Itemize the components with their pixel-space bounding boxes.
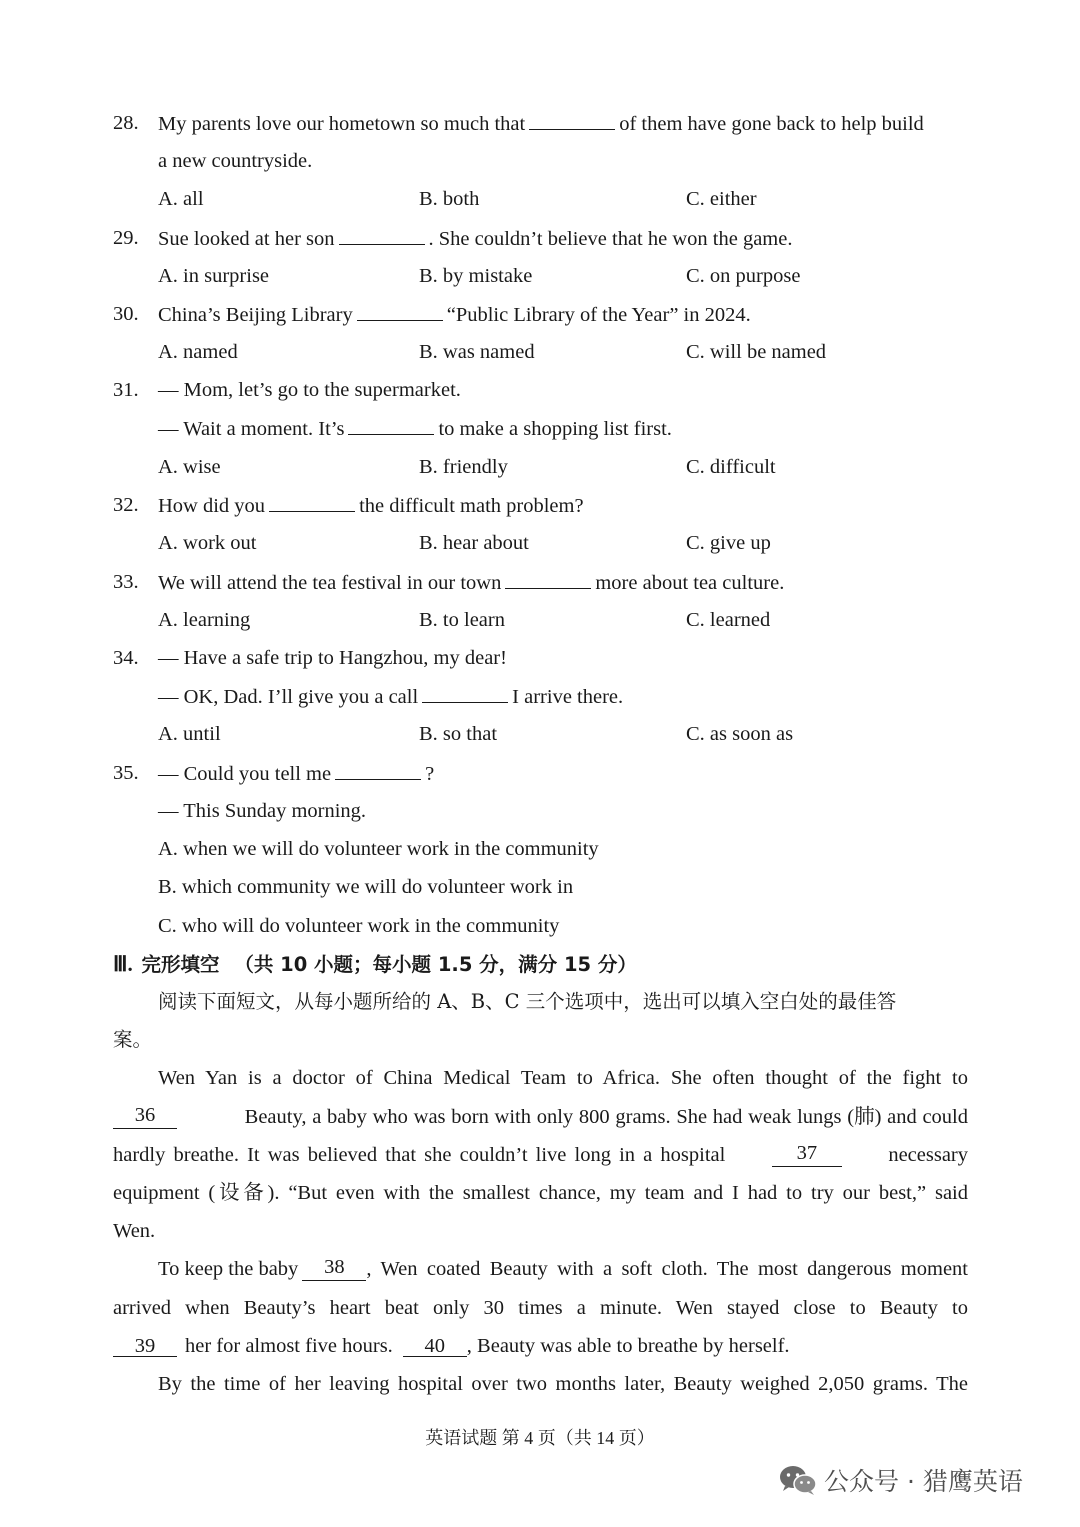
question-text-part: I arrive there. bbox=[512, 686, 624, 708]
cloze-blank-36: 36 bbox=[113, 1105, 177, 1129]
option-c: C. difficult bbox=[686, 456, 776, 478]
question-text bbox=[158, 570, 784, 595]
passage-line: Wen Yan is a doctor of China Medical Team to Africa. She often thought of the fight to bbox=[158, 1067, 968, 1089]
passage-line: arrived when Beauty’s heart beat only 30 times a minute. Wen stayed close to Beauty to bbox=[113, 1297, 968, 1319]
question-number: 33. bbox=[113, 571, 139, 593]
question-text bbox=[158, 416, 672, 441]
option-b: B. so that bbox=[419, 723, 498, 745]
question-text-part: more about tea culture. bbox=[595, 572, 785, 594]
question-number: 34. bbox=[113, 647, 139, 669]
question-text-part: “Public Library of the Year” in 2024. bbox=[446, 304, 751, 326]
passage-text-part: necessary bbox=[888, 1144, 968, 1166]
answer-blank bbox=[339, 226, 425, 245]
option-a: A. wise bbox=[158, 456, 221, 478]
watermark-text: 公众号 · 猎鹰英语 bbox=[824, 1467, 1023, 1496]
passage-line bbox=[158, 1257, 968, 1281]
passage-line: equipment (设备). “But even with the smallest chance, my team and I had to try our best,” said bbox=[113, 1182, 968, 1204]
passage-line: By the time of her leaving hospital over two months later, Beauty weighed 2,050 grams. The bbox=[158, 1373, 968, 1395]
question-text bbox=[158, 302, 751, 327]
question-text-part: Sue looked at her son bbox=[158, 228, 335, 250]
section-heading bbox=[113, 952, 637, 977]
question-text-part: the difficult math problem? bbox=[359, 495, 584, 517]
question-text bbox=[158, 684, 623, 709]
option-c: C. learned bbox=[686, 609, 771, 631]
question-text-part: — Wait a moment. It’s bbox=[158, 418, 345, 440]
option-c: C. give up bbox=[686, 532, 771, 554]
question-text-part: to make a shopping list first. bbox=[438, 418, 672, 440]
answer-blank bbox=[269, 493, 355, 512]
question-number: 32. bbox=[113, 494, 139, 516]
passage-line bbox=[113, 1105, 968, 1129]
option-b: B. was named bbox=[419, 341, 535, 363]
question-text-part: . She couldn’t believe that he won the game. bbox=[428, 228, 793, 250]
option-b: B. friendly bbox=[419, 456, 508, 478]
question-number: 31. bbox=[113, 379, 139, 401]
option-a: A. work out bbox=[158, 532, 257, 554]
option-b: B. which community we will do volunteer work in bbox=[158, 876, 574, 898]
section-numeral: Ⅲ. bbox=[113, 952, 133, 976]
option-c: C. as soon as bbox=[686, 723, 794, 745]
option-c: C. will be named bbox=[686, 341, 827, 363]
wechat-icon bbox=[778, 1464, 818, 1496]
option-c: C. either bbox=[686, 188, 757, 210]
question-text: — This Sunday morning. bbox=[158, 800, 367, 822]
question-text-part: ? bbox=[425, 763, 435, 785]
option-c: C. who will do volunteer work in the community bbox=[158, 915, 560, 937]
option-a: A. when we will do volunteer work in the community bbox=[158, 838, 599, 860]
question-text-part: China’s Beijing Library bbox=[158, 304, 353, 326]
cloze-blank-37: 37 bbox=[772, 1143, 842, 1167]
option-a: A. until bbox=[158, 723, 221, 745]
section-instruction: 阅读下面短文，从每小题所给的 A、B、C 三个选项中，选出可以填入空白处的最佳答 bbox=[158, 990, 897, 1013]
passage-line bbox=[113, 1334, 790, 1358]
option-b: B. hear about bbox=[419, 532, 529, 554]
question-text bbox=[158, 226, 792, 251]
option-a: A. learning bbox=[158, 609, 251, 631]
option-a: A. in surprise bbox=[158, 265, 270, 287]
question-number: 28. bbox=[113, 112, 139, 134]
question-text-part: My parents love our hometown so much that bbox=[158, 113, 526, 135]
section-instruction: 案。 bbox=[113, 1028, 153, 1051]
answer-blank bbox=[335, 761, 421, 780]
cloze-blank-38: 38 bbox=[302, 1257, 366, 1281]
question-number: 30. bbox=[113, 303, 139, 325]
answer-blank bbox=[505, 570, 591, 589]
option-a: A. named bbox=[158, 341, 238, 363]
passage-text-part: her for almost five hours. bbox=[185, 1335, 393, 1357]
answer-blank bbox=[357, 302, 443, 321]
option-c: C. on purpose bbox=[686, 265, 801, 287]
question-number: 29. bbox=[113, 227, 139, 249]
cloze-blank-39: 39 bbox=[113, 1336, 177, 1357]
question-text: a new countryside. bbox=[158, 150, 313, 172]
question-text-part: — OK, Dad. I’ll give you a call bbox=[158, 686, 419, 708]
question-text-part: of them have gone back to help build bbox=[619, 113, 924, 135]
question-text: — Have a safe trip to Hangzhou, my dear! bbox=[158, 647, 507, 669]
passage-text-part: To keep the baby bbox=[158, 1258, 299, 1280]
option-b: B. by mistake bbox=[419, 265, 533, 287]
watermark bbox=[778, 1463, 1023, 1497]
question-text: — Mom, let’s go to the supermarket. bbox=[158, 379, 461, 401]
option-b: B. both bbox=[419, 188, 480, 210]
question-number: 35. bbox=[113, 762, 139, 784]
passage-text-part: , Wen coated Beauty with a soft cloth. The most dangerous moment bbox=[366, 1258, 968, 1280]
question-text-part: We will attend the tea festival in our town bbox=[158, 572, 502, 594]
passage-line: Wen. bbox=[113, 1220, 156, 1242]
section-note: （共 10 小题；每小题 1.5 分，满分 15 分） bbox=[234, 953, 637, 976]
option-a: A. all bbox=[158, 188, 204, 210]
question-text bbox=[158, 761, 434, 786]
passage-line bbox=[113, 1143, 968, 1167]
question-text bbox=[158, 493, 584, 518]
answer-blank bbox=[422, 684, 508, 703]
passage-text-part: hardly breathe. It was believed that she couldn’t live long in a hospital bbox=[113, 1144, 726, 1166]
passage-text-part: Beauty, a baby who was born with only 800 grams. She had weak lungs (肺) and could bbox=[244, 1106, 968, 1128]
section-title: 完形填空 bbox=[141, 953, 220, 976]
page-footer: 英语试题 第 4 页（共 14 页） bbox=[425, 1428, 655, 1448]
question-text-part: — Could you tell me bbox=[158, 763, 332, 785]
option-b: B. to learn bbox=[419, 609, 505, 631]
question-text-part: How did you bbox=[158, 495, 266, 517]
question-text bbox=[158, 111, 924, 136]
answer-blank bbox=[529, 111, 615, 130]
cloze-blank-40: 40 bbox=[403, 1336, 467, 1357]
answer-blank bbox=[348, 416, 434, 435]
passage-text-part: , Beauty was able to breathe by herself. bbox=[466, 1335, 790, 1357]
